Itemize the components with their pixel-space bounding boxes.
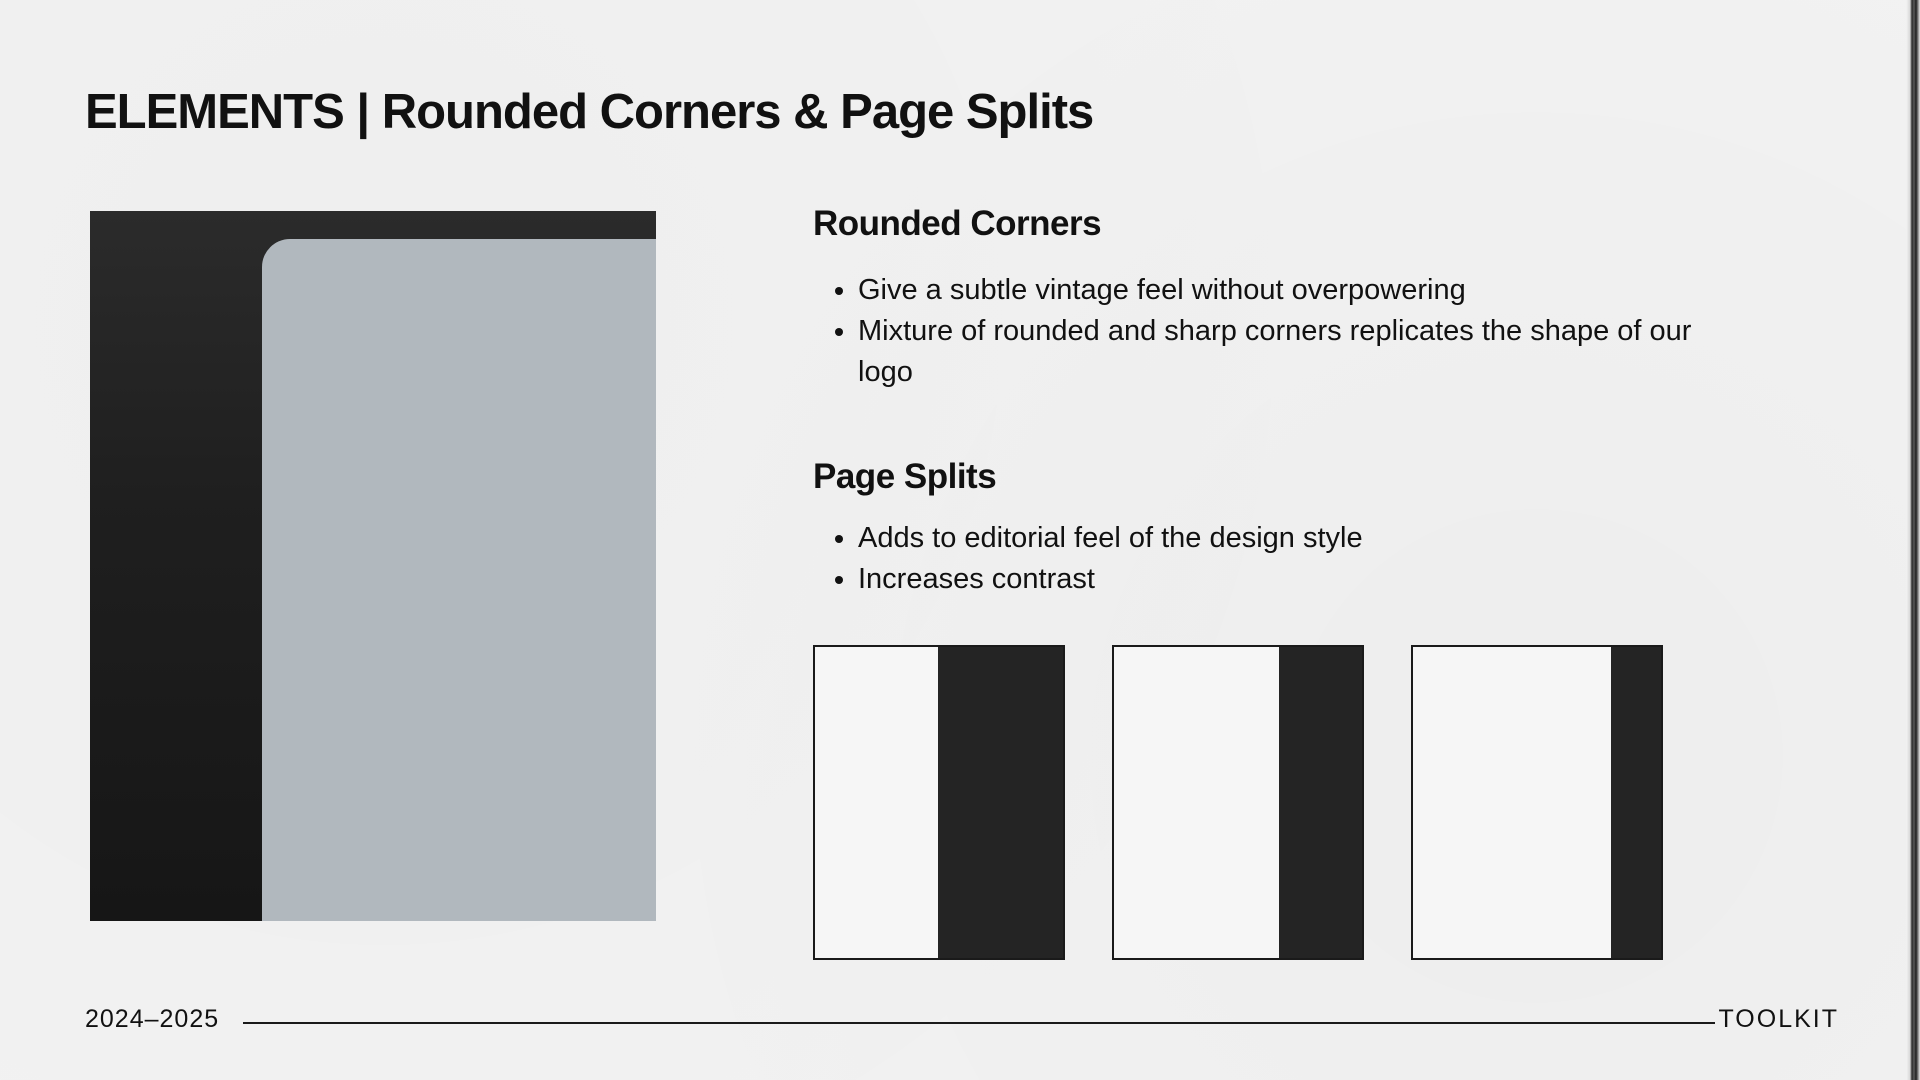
page-splits-list xyxy=(813,518,1758,600)
list-item: • Give a subtle vintage feel without overpowering xyxy=(858,270,1738,311)
page-split-thumbnail xyxy=(813,645,1065,960)
dark-split-area xyxy=(938,647,1063,958)
rounded-corner-example-image xyxy=(90,211,656,921)
dark-split-area xyxy=(1611,647,1661,958)
rounded-corners-list xyxy=(813,270,1738,393)
list-item: • Adds to editorial feel of the design style xyxy=(858,518,1758,559)
footer-year: 2024–2025 xyxy=(85,1005,220,1033)
page-splits-heading: Page Splits xyxy=(813,457,997,496)
list-item: • Mixture of rounded and sharp corners replicates the shape of our logo xyxy=(858,311,1738,393)
rounded-gray-panel xyxy=(262,239,656,921)
page-edge-decoration xyxy=(1906,0,1920,1080)
list-item: • Increases contrast xyxy=(858,559,1758,600)
page-split-thumbnail xyxy=(1411,645,1663,960)
footer-divider xyxy=(243,1022,1715,1024)
rounded-corners-heading: Rounded Corners xyxy=(813,204,1102,243)
page-split-thumbnail xyxy=(1112,645,1364,960)
dark-split-area xyxy=(1279,647,1362,958)
footer-label: TOOLKIT xyxy=(1718,1005,1839,1033)
page-split-examples xyxy=(813,645,1663,960)
page-title: ELEMENTS | Rounded Corners & Page Splits xyxy=(85,85,1094,139)
